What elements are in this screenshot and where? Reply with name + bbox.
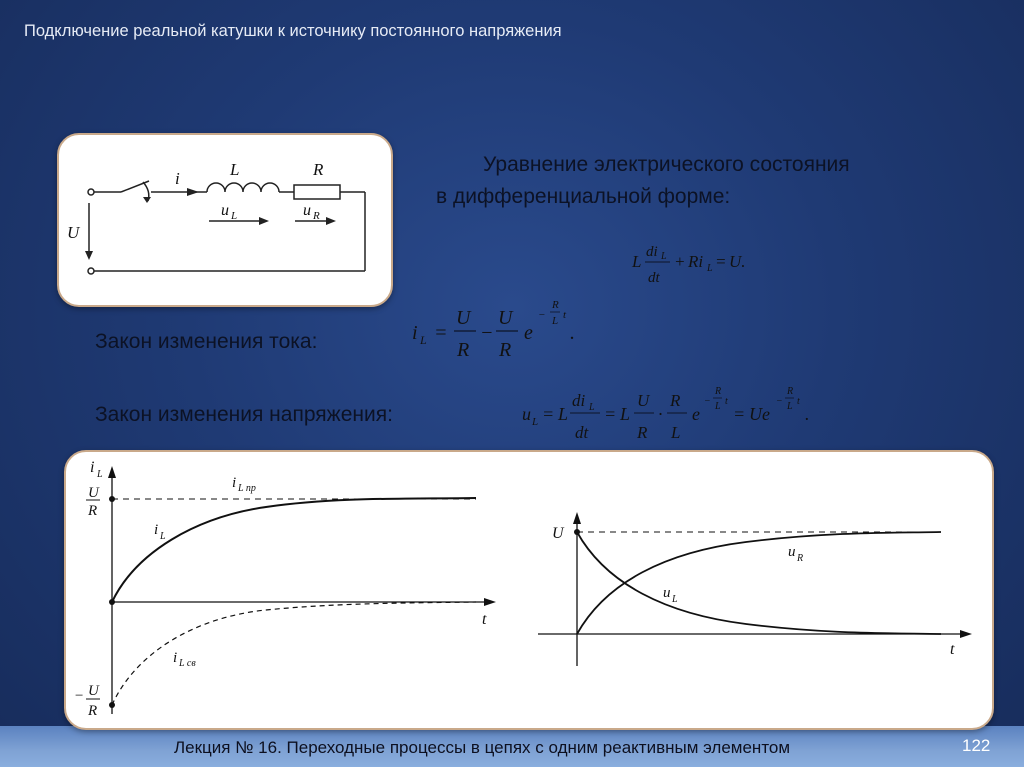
svg-text:U: U <box>456 307 471 329</box>
svg-text:−: − <box>480 322 494 344</box>
svg-text:L: L <box>715 401 721 412</box>
svg-text:R: R <box>637 423 648 442</box>
current-law-formula <box>410 294 590 364</box>
svg-text:R: R <box>499 339 512 361</box>
graphs-panel <box>64 450 994 730</box>
svg-text:R: R <box>457 339 470 361</box>
svg-text:L: L <box>589 402 595 413</box>
svg-text:t: t <box>725 396 728 407</box>
svg-text:L: L <box>671 423 681 442</box>
graph-voltage <box>538 512 972 666</box>
svg-text:dt: dt <box>575 423 589 442</box>
circuit-panel <box>57 133 393 307</box>
svg-text:·: · <box>658 404 663 424</box>
current-law-label: Закон изменения тока: <box>95 330 318 353</box>
svg-text:e: e <box>524 322 533 344</box>
svg-text:L: L <box>558 404 569 424</box>
svg-text:U.: U. <box>729 252 746 271</box>
svg-text:=: = <box>434 322 448 344</box>
svg-text:U: U <box>637 391 650 410</box>
svg-text:L: L <box>420 333 427 347</box>
svg-text:L: L <box>632 252 642 271</box>
svg-text:=: = <box>604 404 617 424</box>
curve-total-label: i <box>154 522 159 538</box>
left-top-den: R <box>88 503 98 519</box>
left-bottom-sign: − <box>74 688 85 704</box>
source-label: U <box>67 223 80 242</box>
svg-text:Ue: Ue <box>749 404 770 424</box>
svg-text:di: di <box>646 244 658 260</box>
svg-text:.: . <box>570 322 575 344</box>
svg-text:−: − <box>704 396 711 407</box>
current-label: i <box>175 169 180 188</box>
equation-heading-line2: в дифференциальной форме: <box>436 185 731 208</box>
svg-text:R: R <box>715 386 722 397</box>
equation-heading-line1: Уравнение электрического состояния <box>483 153 850 176</box>
left-y-axis-sub: L <box>97 469 103 480</box>
svg-text:R: R <box>787 386 794 397</box>
svg-text:i: i <box>412 322 418 344</box>
svg-text:L: L <box>707 263 713 274</box>
left-top-num: U <box>88 485 99 501</box>
svg-text:L: L <box>552 315 559 327</box>
left-bottom-num: U <box>88 683 99 699</box>
svg-text:R: R <box>670 391 681 410</box>
ur-label: u <box>303 202 311 219</box>
inductor-label: L <box>230 160 240 179</box>
differential-equation <box>630 238 790 290</box>
curve-ur-label: u <box>788 544 796 560</box>
svg-text:e: e <box>692 404 700 424</box>
right-x-axis-label: t <box>950 641 955 658</box>
svg-text:R: R <box>552 299 559 311</box>
curve-ul-sub: L <box>672 594 678 605</box>
left-y-axis-label: i <box>90 459 95 476</box>
svg-text:=: = <box>542 404 555 424</box>
curve-total-sub: L <box>160 531 166 542</box>
svg-text:t: t <box>563 309 567 321</box>
curve-ur-sub: R <box>797 553 804 564</box>
svg-text:+: + <box>674 252 686 271</box>
footer-lecture-title: Лекция № 16. Переходные процессы в цепях с одним реактивным элементом <box>174 738 791 757</box>
ul-label-sub: L <box>231 210 238 222</box>
svg-text:−: − <box>776 396 783 407</box>
svg-text:Ri: Ri <box>688 252 704 271</box>
svg-text:dt: dt <box>648 270 660 286</box>
left-x-axis-label: t <box>482 611 487 628</box>
svg-text:−: − <box>538 309 546 321</box>
svg-text:t: t <box>797 396 800 407</box>
svg-text:L: L <box>532 416 539 428</box>
svg-text:di: di <box>572 391 586 410</box>
circuit-diagram <box>59 135 391 305</box>
voltage-law-label: Закон изменения напряжения: <box>95 403 393 426</box>
voltage-law-formula <box>520 382 840 446</box>
page-number: 122 <box>962 736 991 755</box>
curve-ul-label: u <box>663 585 671 601</box>
curve-free-label: i <box>173 650 178 666</box>
ul-label: u <box>221 202 229 219</box>
svg-text:u: u <box>522 404 531 424</box>
svg-text:.: . <box>805 404 810 424</box>
right-y-level-label: U <box>552 525 564 542</box>
svg-text:L: L <box>620 404 631 424</box>
left-bottom-den: R <box>88 703 98 719</box>
ur-label-sub: R <box>313 210 320 222</box>
curve-steady-sub: L пр <box>238 483 256 494</box>
svg-text:L: L <box>787 401 793 412</box>
svg-text:=: = <box>715 252 727 271</box>
curve-steady-label: i <box>232 475 237 491</box>
svg-text:=: = <box>733 404 746 424</box>
graph-current <box>108 466 496 714</box>
svg-text:L: L <box>661 251 667 262</box>
transient-graphs <box>66 452 992 728</box>
curve-free-sub: L св <box>179 658 196 669</box>
svg-text:U: U <box>498 307 513 329</box>
slide-title: Подключение реальной катушки к источнику постоянного напряжения <box>24 22 562 40</box>
resistor-label: R <box>313 160 324 179</box>
